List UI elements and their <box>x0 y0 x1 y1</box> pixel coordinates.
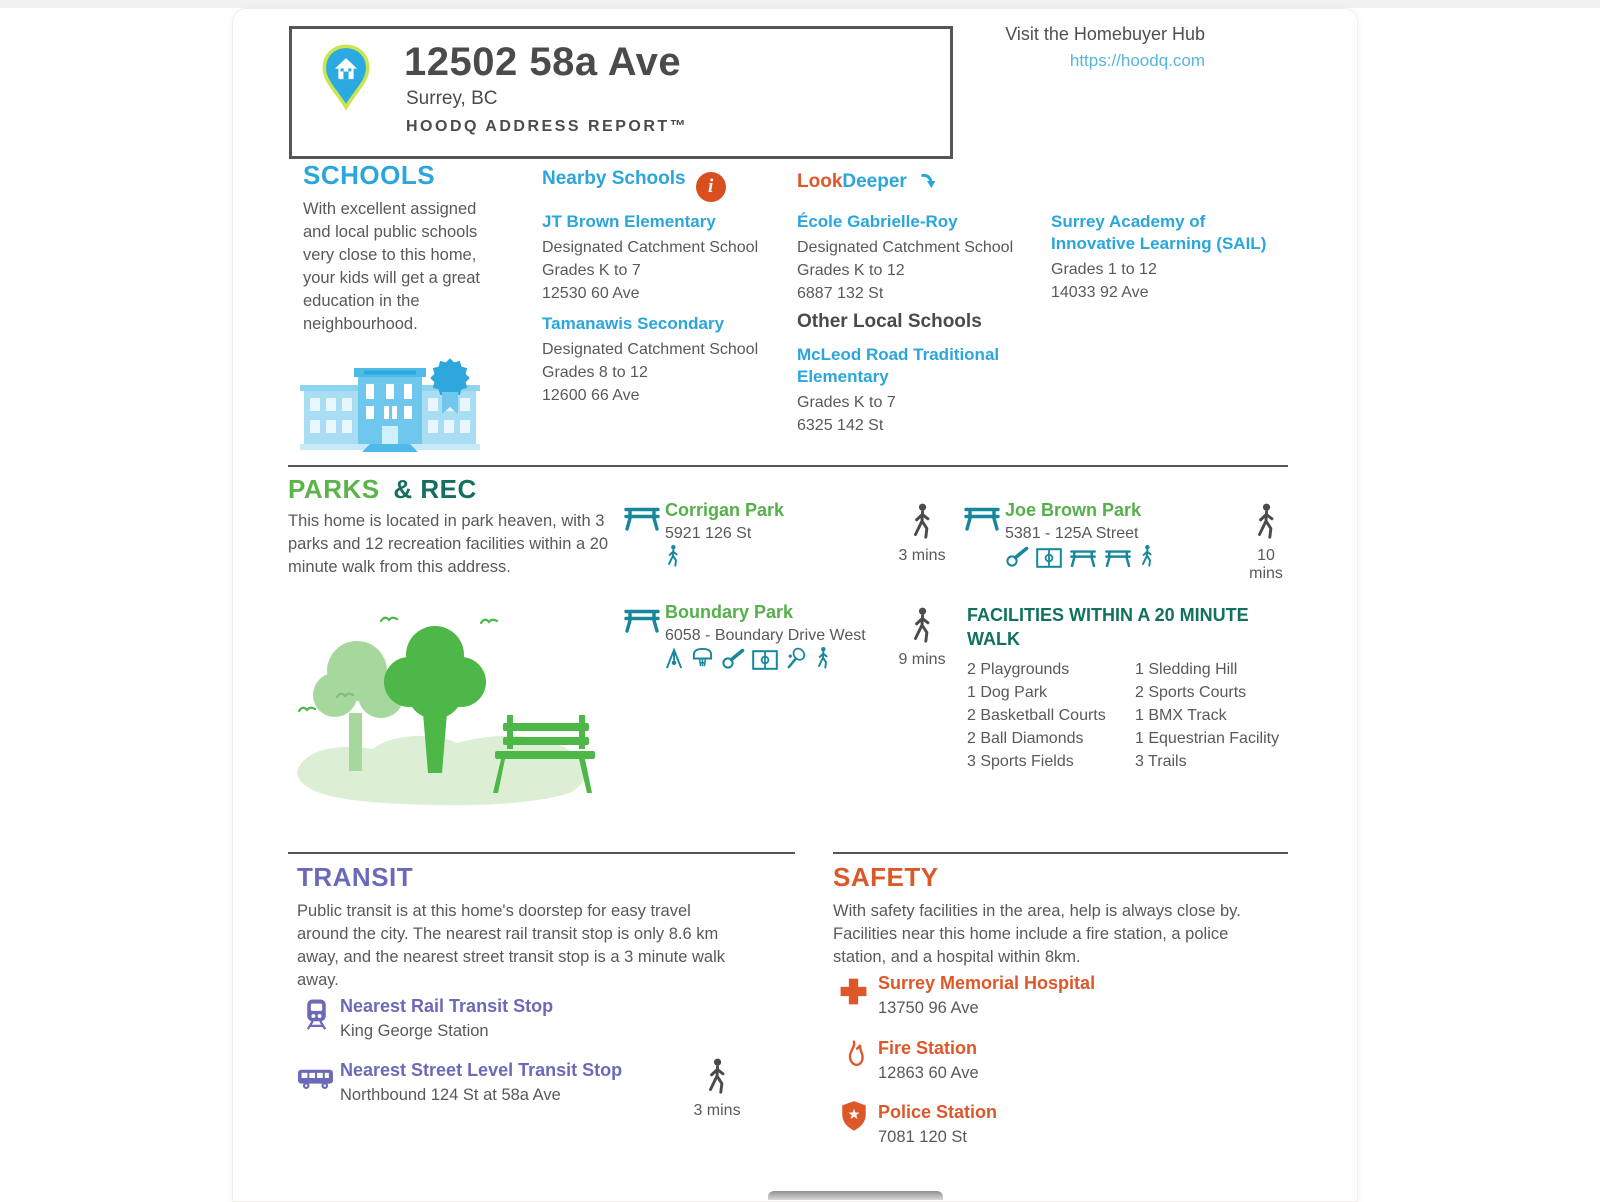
facility-item: 1 Dog Park <box>967 684 1048 701</box>
facility-item: 3 Sports Fields <box>967 753 1074 770</box>
homebuyer-hub <box>905 24 1205 71</box>
hub-link[interactable]: https://hoodq.com <box>1069 51 1205 70</box>
park-name: Joe Brown Park <box>1005 500 1142 520</box>
walking-person-icon <box>909 527 935 544</box>
rail-stop-heading: Nearest Rail Transit Stop <box>340 996 554 1016</box>
police-shield-icon <box>840 1100 868 1137</box>
facility-item: 2 Playgrounds <box>967 661 1070 678</box>
street-stop-value: Northbound 124 St at 58a Ave <box>340 1086 561 1104</box>
report-label: HOODQ ADDRESS REPORT™ <box>406 118 689 135</box>
parks-title <box>288 474 477 505</box>
parks-title-dark: & REC <box>393 474 477 504</box>
street-stop-heading: Nearest Street Level Transit Stop <box>340 1060 623 1080</box>
street-transit-stop <box>340 1060 680 1105</box>
school-detail: Designated Catchment School <box>542 239 759 256</box>
safety-name: Police Station <box>878 1102 998 1122</box>
basketball-hoop-icon <box>691 647 714 675</box>
school-card <box>542 211 772 305</box>
walk-minutes: 3 mins <box>898 547 946 564</box>
next-page-edge <box>768 1191 943 1200</box>
other-schools-heading: Other Local Schools <box>797 311 982 332</box>
nearby-schools-heading <box>542 168 726 202</box>
safety-address: 7081 120 St <box>878 1128 967 1146</box>
runner-icon <box>1139 544 1155 573</box>
park-illustration <box>285 595 595 810</box>
school-detail: Grades 1 to 12 <box>1051 261 1157 278</box>
walking-person-icon <box>704 1082 730 1099</box>
facility-item: 2 Ball Diamonds <box>967 730 1084 747</box>
street-transit-icon <box>297 1066 334 1096</box>
fire-flame-icon <box>845 1038 868 1074</box>
school-detail: Grades K to 7 <box>797 394 896 411</box>
walk-time <box>693 1058 741 1120</box>
schools-title: SCHOOLS <box>303 160 436 190</box>
safety-card <box>878 1038 1198 1083</box>
transit-intro: Public transit is at this home's doorstep for easy travel around the city. The nearest rail transit stop is only 8.6 km away, and the nearest street transit stop is a 3 minute walk away. <box>297 902 725 989</box>
lookdeeper-deeper: Deeper <box>842 171 907 192</box>
school-link-tamanawis[interactable]: Tamanawis Secondary <box>542 314 725 333</box>
park-bench-icon <box>623 608 661 639</box>
safety-name: Surrey Memorial Hospital <box>878 973 1096 993</box>
facility-item: 2 Basketball Courts <box>967 707 1106 724</box>
facilities-list-right <box>1135 658 1310 773</box>
bench-icon <box>1069 549 1097 573</box>
walk-minutes: 9 mins <box>898 651 946 668</box>
safety-name: Fire Station <box>878 1038 978 1058</box>
info-icon[interactable]: i <box>696 172 726 202</box>
lookdeeper-look: Look <box>797 171 843 192</box>
school-link-jt-brown[interactable]: JT Brown Elementary <box>542 212 716 231</box>
park-name: Boundary Park <box>665 602 794 622</box>
hub-text: Visit the Homebuyer Hub <box>1005 24 1205 44</box>
safety-intro: With safety facilities in the area, help is always close by. Facilities near this home include a fire station, a police station, and a hospital within 8km. <box>833 902 1241 966</box>
address-city: Surrey, BC <box>406 88 498 109</box>
park-bench-icon <box>963 506 1001 537</box>
section-divider <box>288 465 1288 467</box>
school-card <box>1051 211 1286 304</box>
bench-icon <box>1104 549 1132 573</box>
facility-item: 1 Equestrian Facility <box>1135 730 1280 747</box>
facilities-list-left <box>967 658 1132 773</box>
safety-title: SAFETY <box>833 862 939 892</box>
facility-item: 2 Sports Courts <box>1135 684 1247 701</box>
park-address: 5381 - 125A Street <box>1005 525 1139 542</box>
nearby-schools-label: Nearby Schools <box>542 168 686 189</box>
facilities-heading: FACILITIES WITHIN A 20 MINUTE WALK <box>967 605 1249 649</box>
facility-item: 1 BMX Track <box>1135 707 1227 724</box>
runner-icon <box>815 646 831 675</box>
safety-address: 12863 60 Ave <box>878 1064 979 1082</box>
school-detail: 6325 142 St <box>797 417 884 434</box>
curved-arrow-icon <box>919 170 939 190</box>
walking-person-icon <box>1253 527 1279 544</box>
parks-intro: This home is located in park heaven, with 3 parks and 12 recreation facilities within a 20 minute walk from this address. <box>288 512 609 576</box>
walk-time <box>898 607 946 669</box>
walking-person-icon <box>909 631 935 648</box>
school-link-gabrielle-roy[interactable]: École Gabrielle-Roy <box>797 212 958 231</box>
facility-item: 3 Trails <box>1135 753 1187 770</box>
address-title: 12502 58a Ave <box>404 40 682 84</box>
baseball-icon <box>1005 546 1029 573</box>
baseball-icon <box>721 648 745 675</box>
school-detail: Grades K to 7 <box>542 262 641 279</box>
page-top-strip <box>0 0 1600 8</box>
lookdeeper-heading <box>797 170 939 193</box>
rail-stop-value: King George Station <box>340 1022 489 1040</box>
park-address: 5921 126 St <box>665 525 752 542</box>
park-name: Corrigan Park <box>665 500 785 520</box>
school-detail: Grades K to 12 <box>797 262 905 279</box>
playground-swing-icon <box>665 647 684 675</box>
school-card <box>797 344 1012 437</box>
school-detail: 6887 132 St <box>797 285 884 302</box>
walk-minutes: 3 mins <box>693 1102 741 1119</box>
tennis-racket-icon <box>785 647 808 675</box>
school-card <box>542 313 772 407</box>
school-building-illustration <box>300 352 480 452</box>
school-detail: Designated Catchment School <box>797 239 1014 256</box>
rail-transit-icon <box>303 998 330 1036</box>
park-address: 6058 - Boundary Drive West <box>665 627 866 644</box>
school-detail: 12530 60 Ave <box>542 285 640 302</box>
section-divider <box>288 852 795 854</box>
transit-title: TRANSIT <box>297 862 414 892</box>
park-card <box>665 500 915 573</box>
rail-transit-stop <box>340 996 660 1041</box>
facility-item: 1 Sledding Hill <box>1135 661 1238 678</box>
safety-card <box>878 973 1198 1018</box>
school-detail: 12600 66 Ave <box>542 387 640 404</box>
park-bench-icon <box>623 506 661 537</box>
school-detail: 14033 92 Ave <box>1051 284 1149 301</box>
park-card <box>665 602 925 675</box>
safety-card <box>878 1102 1198 1147</box>
school-card <box>797 211 1032 305</box>
parks-title-green: PARKS <box>288 474 380 504</box>
school-link-sail[interactable]: Surrey Academy of Innovative Learning (SAIL) <box>1051 212 1267 253</box>
school-detail: Designated Catchment School <box>542 341 759 358</box>
sports-field-icon <box>752 650 778 675</box>
hospital-cross-icon <box>838 976 869 1012</box>
school-detail: Grades 8 to 12 <box>542 364 648 381</box>
section-divider <box>833 852 1288 854</box>
sports-field-icon <box>1036 548 1062 573</box>
home-pin-icon <box>320 44 372 112</box>
safety-address: 13750 96 Ave <box>878 999 979 1017</box>
schools-intro: With excellent assigned and local public schools very close to this home, your kids will get a great education in the neighbourhood. <box>303 200 480 333</box>
walk-time <box>898 503 946 565</box>
walk-minutes: 10 mins <box>1249 547 1283 582</box>
park-card <box>1005 500 1255 573</box>
walk-time <box>1238 503 1294 583</box>
school-link-mcleod[interactable]: McLeod Road Traditional Elementary <box>797 345 1000 386</box>
hiker-icon <box>665 544 681 573</box>
